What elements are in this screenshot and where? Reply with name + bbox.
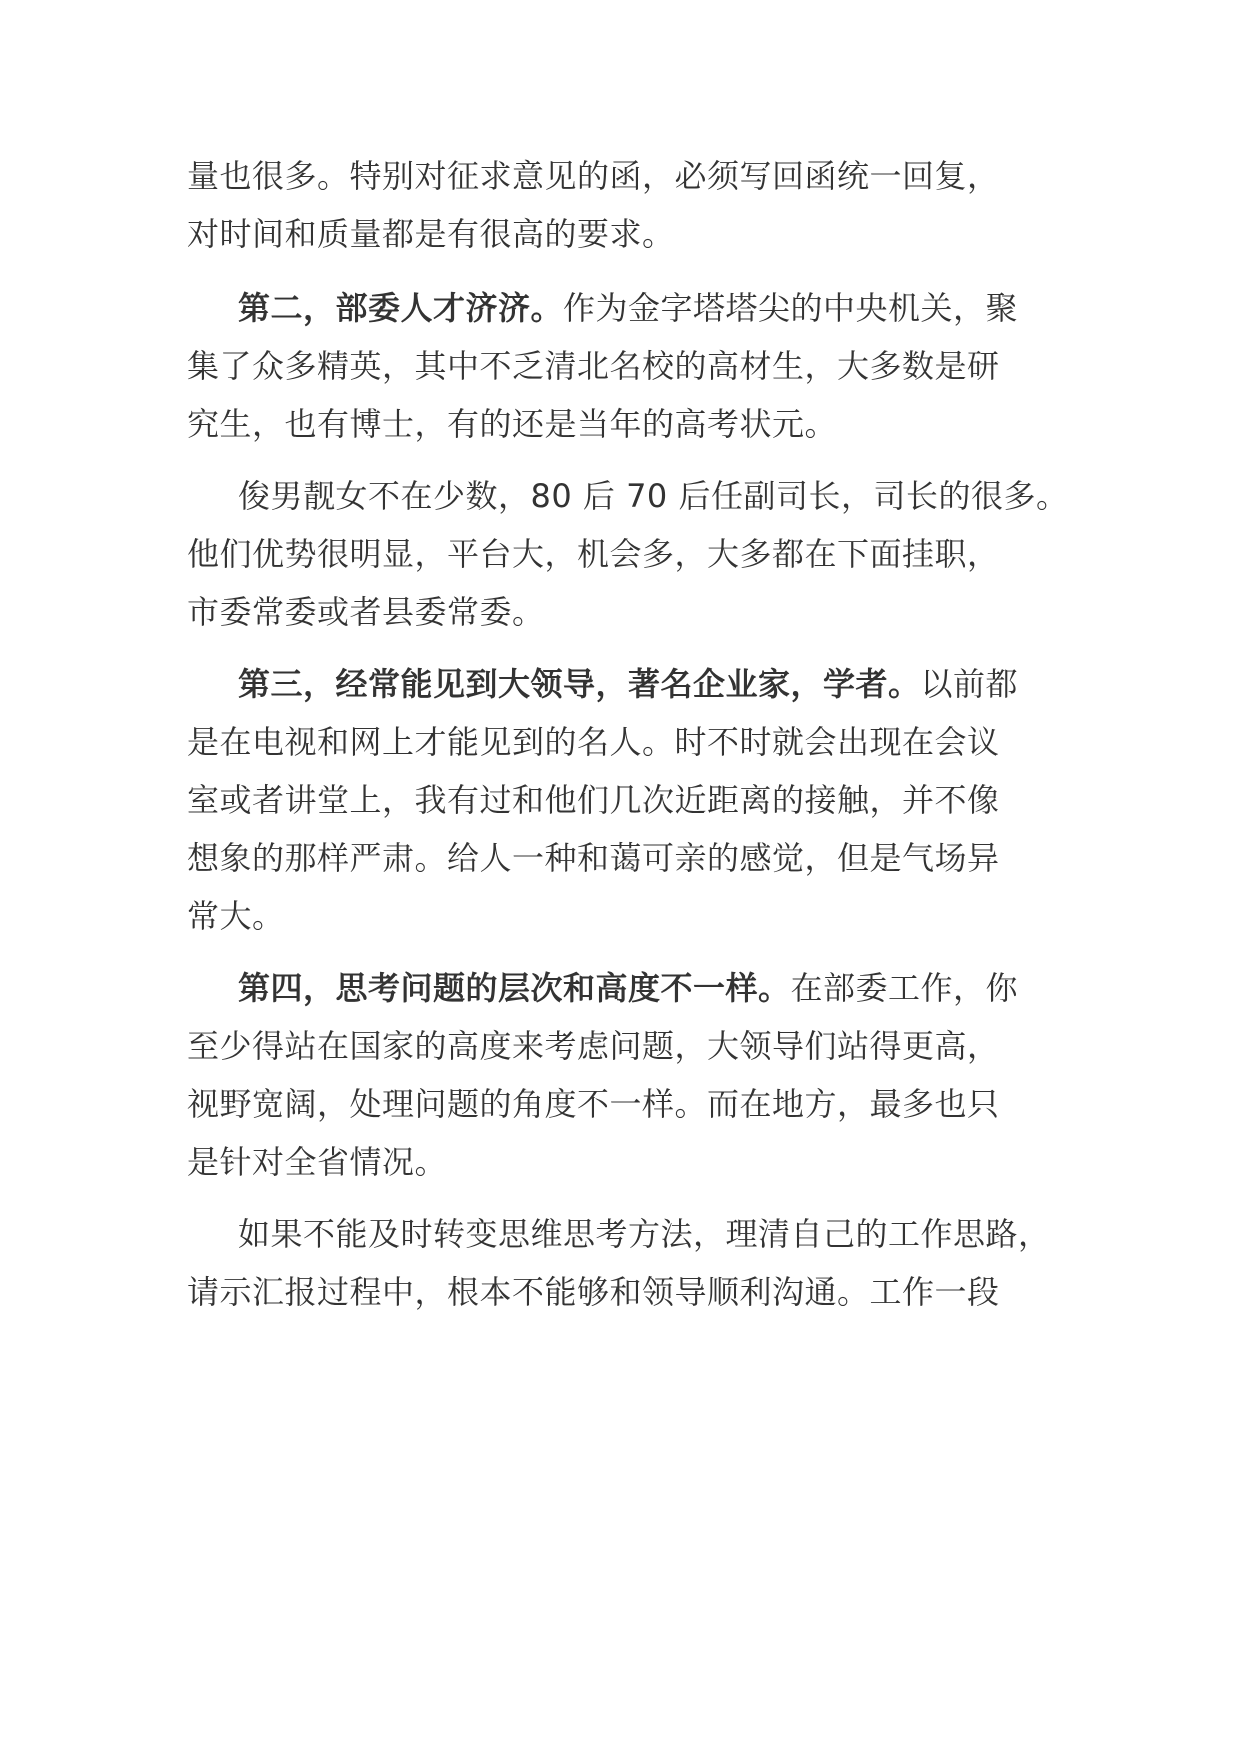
line-text: 在部委工作，你 — [790, 969, 1019, 1007]
line-text: 想象的那样严肃。给人一种和蔼可亲的感觉，但是气场异 — [187, 839, 1000, 877]
line-text: 如果不能及时转变思维思考方法，理清自己的工作思路， — [238, 1215, 1051, 1253]
body-text-line — [187, 722, 1000, 762]
body-text-line — [187, 156, 1000, 196]
body-text-line — [187, 896, 285, 936]
body-text-line — [187, 346, 1000, 386]
line-text: 以前都 — [920, 665, 1019, 703]
line-text: 对时间和质量都是有很高的要求。 — [187, 215, 675, 253]
line-text: 俊男靓女不在少数，80 后 70 后任副司长，司长的很多。 — [238, 477, 1069, 515]
line-text: 市委常委或者县委常委。 — [187, 593, 545, 631]
body-text-line — [187, 404, 837, 444]
paragraph-heading: 第二，部委人才济济。 — [238, 289, 564, 327]
paragraph-heading-line — [238, 288, 1018, 328]
line-text: 请示汇报过程中，根本不能够和领导顺利沟通。工作一段 — [187, 1273, 1000, 1311]
line-text: 室或者讲堂上，我有过和他们几次近距离的接触，并不像 — [187, 781, 1000, 819]
body-text-line — [238, 1214, 1051, 1254]
paragraph-heading: 第四，思考问题的层次和高度不一样。 — [238, 969, 791, 1007]
body-text-line — [187, 1272, 1000, 1312]
body-text-line — [187, 1026, 1000, 1066]
line-text: 集了众多精英，其中不乏清北名校的高材生，大多数是研 — [187, 347, 1000, 385]
body-text-line — [187, 214, 675, 254]
body-text-line — [187, 1142, 447, 1182]
body-text-line — [187, 780, 1000, 820]
body-text-line — [187, 534, 1000, 574]
body-text-line — [238, 476, 1068, 516]
line-text: 是在电视和网上才能见到的名人。时不时就会出现在会议 — [187, 723, 1000, 761]
line-text: 他们优势很明显，平台大，机会多，大多都在下面挂职， — [187, 535, 1000, 573]
line-text: 至少得站在国家的高度来考虑问题，大领导们站得更高， — [187, 1027, 1000, 1065]
line-text: 是针对全省情况。 — [187, 1143, 448, 1181]
paragraph-heading-line — [238, 664, 1018, 704]
paragraph-heading-line — [238, 968, 1018, 1008]
body-text-line — [187, 1084, 1000, 1124]
body-text-line — [187, 838, 1000, 878]
line-text: 量也很多。特别对征求意见的函，必须写回函统一回复， — [187, 157, 1000, 195]
line-text: 常大。 — [187, 897, 285, 935]
line-text: 作为金字塔塔尖的中央机关，聚 — [563, 289, 1019, 327]
line-text: 视野宽阔，处理问题的角度不一样。而在地方，最多也只 — [187, 1085, 1000, 1123]
line-text: 究生，也有博士，有的还是当年的高考状元。 — [187, 405, 838, 443]
paragraph-heading: 第三，经常能见到大领导，著名企业家，学者。 — [238, 665, 921, 703]
body-text-line — [187, 592, 545, 632]
